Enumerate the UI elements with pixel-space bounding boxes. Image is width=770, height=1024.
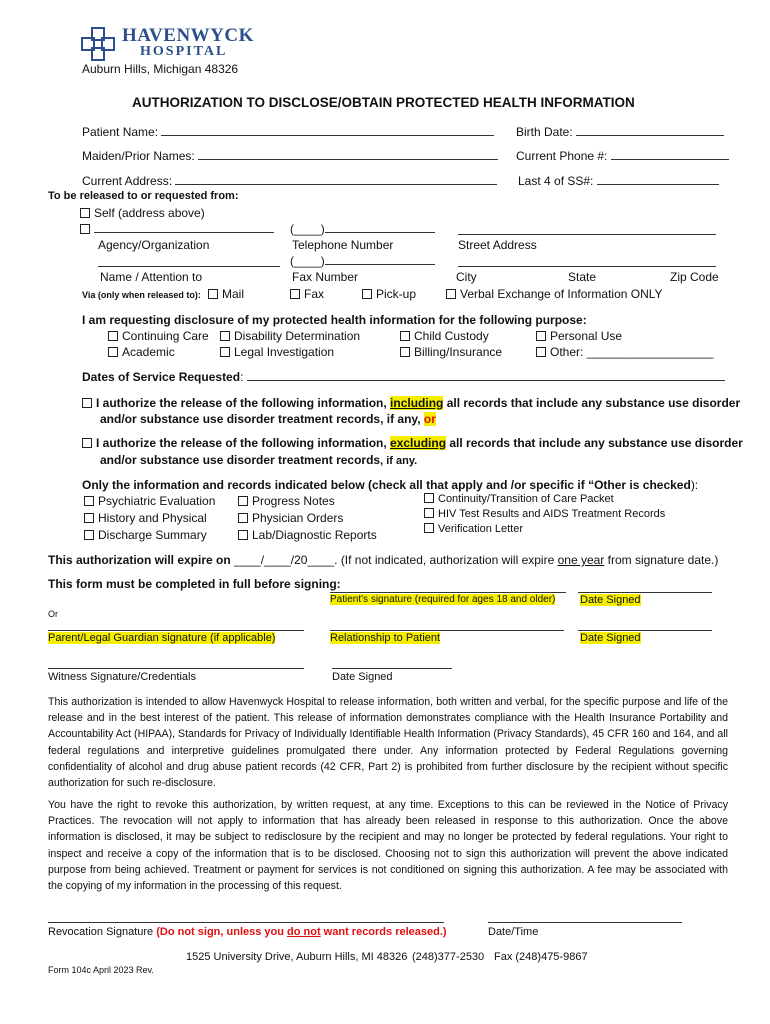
agency-field[interactable]	[94, 222, 274, 233]
address-field[interactable]	[175, 174, 497, 185]
authorize-excluding-line2: and/or substance use disorder treatment records, if any.	[100, 453, 418, 467]
hospital-logo-icon	[80, 26, 116, 62]
witness-date-label: Date Signed	[332, 671, 393, 683]
verification-checkbox[interactable]	[424, 523, 434, 533]
via-label: Via (only when released to):	[82, 290, 201, 300]
birth-date-field[interactable]	[576, 125, 724, 136]
revocation-paragraph: You have the right to revoke this authorization, by written request, at any time. Exceptions to this can be reviewed in the Notice of Privacy Practices. The revocation will not apply to information that has already been released in response to this authorization. Once the above information is disclosed, it may be subject to redisclosure by the recipient and may no longer be protected by federal regulations. Your right to inspect and receive a copy of the information that is to be disclosed. Choosing not to sign this authorization will prevent the above indicated purpose from being achieved. Treatment or payment for services is not conditioned on signing this authorization. A fee may be associated with the copying of my information in the processing of this request.	[48, 799, 728, 893]
maiden-row	[82, 149, 498, 163]
discharge-checkbox[interactable]	[84, 530, 94, 540]
agency-label: Agency/Organization	[98, 238, 210, 252]
history-label: History and Physical	[98, 511, 207, 525]
ssn-row	[518, 174, 719, 188]
authorize-including: I authorize the release of the following information, including all records that include any substance use disorder	[82, 396, 740, 410]
telephone-field[interactable]: (____)	[290, 222, 435, 236]
verbal-checkbox[interactable]	[446, 289, 456, 299]
lab-label: Lab/Diagnostic Reports	[252, 528, 377, 542]
records-heading: Only the information and records indicated below (check all that apply and /or specific if “Other is checked):	[82, 478, 699, 492]
birth-date-label: Birth Date:	[516, 125, 573, 139]
expire-row: This authorization will expire on ____/____/20____. (If not indicated, authorization will expire one year from signature date.)	[48, 553, 719, 567]
verbal-label: Verbal Exchange of Information ONLY	[460, 287, 663, 301]
birth-date-row	[516, 125, 724, 139]
or-highlight: or	[423, 412, 436, 426]
pickup-label: Pick-up	[376, 287, 417, 301]
complete-label: This form must be completed in full before signing:	[48, 577, 341, 591]
revocation-label: Revocation Signature	[48, 926, 157, 938]
purpose-heading: I am requesting disclosure of my protected health information for the following purpose:	[82, 313, 587, 327]
ssn-field[interactable]	[597, 174, 719, 185]
agency-checkbox[interactable]	[80, 224, 90, 234]
expire-field[interactable]: ____/____/20____.	[234, 553, 338, 567]
expire-label: This authorization will expire on	[48, 553, 231, 567]
continuity-label: Continuity/Transition of Care Packet	[438, 493, 614, 505]
progress-label: Progress Notes	[252, 494, 335, 508]
ssn-label: Last 4 of SS#:	[518, 174, 594, 188]
disclosure-paragraph: This authorization is intended to allow Havenwyck Hospital to release information, both written and verbal, for the specific purpose and life of the release and in the best interest of the patient. This release of information demonstrates compliance with the Health Insurance Portability and Accountability Act (HIPAA), Standards for Privacy of Individually Identifiable Health Information (Privacy Standards), 45 CFR 160 and 164, and all federal regulations and interpretive guidelines promulgated there under. Any information protected by Federal Regulations governing confidentiality of alcohol and drug abuse patient records (42 CFR, Part 2) is prohibited from further disclosure by the recipient without specific authorization for such re-disclosure.	[48, 696, 728, 790]
release-heading: To be released to or requested from:	[48, 190, 239, 202]
patient-name-row	[82, 125, 494, 139]
excluding-highlight: excluding	[390, 436, 447, 450]
personal-checkbox[interactable]	[536, 331, 546, 341]
fax-checkbox[interactable]	[290, 289, 300, 299]
footer-address: 1525 University Drive, Auburn Hills, MI 48326	[186, 951, 408, 963]
page-title: AUTHORIZATION TO DISCLOSE/OBTAIN PROTECTED HEALTH INFORMATION	[132, 95, 635, 110]
custody-label: Child Custody	[414, 329, 489, 343]
excluding-checkbox[interactable]	[82, 438, 92, 448]
billing-checkbox[interactable]	[400, 347, 410, 357]
dates-row: Dates of Service Requested:	[82, 370, 725, 384]
revocation-datetime-label: Date/Time	[488, 926, 539, 938]
guardian-signature-label: Parent/Legal Guardian signature (if applicable)	[48, 632, 276, 644]
orders-checkbox[interactable]	[238, 513, 248, 523]
fax-number-label: Fax Number	[292, 270, 359, 284]
patient-name-field[interactable]	[161, 125, 494, 136]
discharge-label: Discharge Summary	[98, 528, 207, 542]
patient-name-label: Patient Name:	[82, 125, 159, 139]
or-label: Or	[48, 609, 58, 619]
including-checkbox[interactable]	[82, 398, 92, 408]
address-label: Current Address:	[82, 174, 173, 188]
custody-checkbox[interactable]	[400, 331, 410, 341]
legal-label: Legal Investigation	[234, 345, 335, 359]
zip-label: Zip Code	[670, 270, 719, 284]
pickup-checkbox[interactable]	[362, 289, 372, 299]
location: Auburn Hills, Michigan 48326	[82, 62, 239, 76]
academic-checkbox[interactable]	[108, 347, 118, 357]
history-checkbox[interactable]	[84, 513, 94, 523]
patient-date-label: Date Signed	[580, 594, 641, 606]
fax-number-field[interactable]: (____)	[290, 254, 435, 268]
orders-label: Physician Orders	[252, 511, 344, 525]
phone-row	[516, 149, 729, 163]
legal-checkbox[interactable]	[220, 347, 230, 357]
phone-label: Current Phone #:	[516, 149, 608, 163]
guardian-date-label: Date Signed	[580, 632, 641, 644]
logo-sub: HOSPITAL	[140, 44, 228, 59]
patient-signature-label: Patient's signature (required for ages 18 and older)	[330, 594, 556, 605]
academic-label: Academic	[122, 345, 175, 359]
relationship-label: Relationship to Patient	[330, 632, 441, 644]
city-label: City	[456, 270, 477, 284]
other-label: Other: ___________________	[550, 345, 714, 359]
continuing-label: Continuing Care	[122, 329, 209, 343]
disability-checkbox[interactable]	[220, 331, 230, 341]
maiden-label: Maiden/Prior Names:	[82, 149, 195, 163]
street-label: Street Address	[458, 238, 537, 252]
continuing-checkbox[interactable]	[108, 331, 118, 341]
logo-name: HAVENWYCK	[122, 25, 254, 46]
lab-checkbox[interactable]	[238, 530, 248, 540]
disability-label: Disability Determination	[234, 329, 361, 343]
psych-checkbox[interactable]	[84, 496, 94, 506]
other-checkbox[interactable]	[536, 347, 546, 357]
mail-label: Mail	[222, 287, 245, 301]
maiden-field[interactable]	[198, 149, 498, 160]
psych-label: Psychiatric Evaluation	[98, 494, 216, 508]
including-highlight: including	[390, 396, 444, 410]
address-row	[82, 174, 497, 188]
hiv-checkbox[interactable]	[424, 508, 434, 518]
authorize-excluding: I authorize the release of the following information, excluding all records that include any substance use disorder	[82, 436, 743, 450]
hiv-label: HIV Test Results and AIDS Treatment Records	[438, 508, 666, 520]
footer-phone: (248)377-2530	[412, 951, 485, 963]
authorize-including-line2: and/or substance use disorder treatment records, if any, or	[100, 412, 436, 426]
dates-field[interactable]	[247, 370, 725, 381]
mail-checkbox[interactable]	[208, 289, 218, 299]
form-number: Form 104c April 2023 Rev.	[48, 965, 154, 975]
phone-field[interactable]	[611, 149, 729, 160]
dates-label: Dates of Service Requested	[82, 370, 241, 384]
revocation-label-row	[48, 926, 447, 938]
revocation-warning: (Do not sign, unless you do not want records released.)	[156, 926, 447, 938]
footer-fax: Fax (248)475-9867	[494, 951, 588, 963]
name-attn-label: Name / Attention to	[100, 270, 203, 284]
self-label: Self (address above)	[94, 206, 205, 220]
fax-label: Fax	[304, 287, 325, 301]
progress-checkbox[interactable]	[238, 496, 248, 506]
state-label: State	[568, 270, 597, 284]
self-checkbox[interactable]	[80, 208, 90, 218]
telephone-label: Telephone Number	[292, 238, 394, 252]
verification-label: Verification Letter	[438, 523, 523, 535]
billing-label: Billing/Insurance	[414, 345, 503, 359]
witness-label: Witness Signature/Credentials	[48, 671, 196, 683]
continuity-checkbox[interactable]	[424, 493, 434, 503]
personal-label: Personal Use	[550, 329, 623, 343]
